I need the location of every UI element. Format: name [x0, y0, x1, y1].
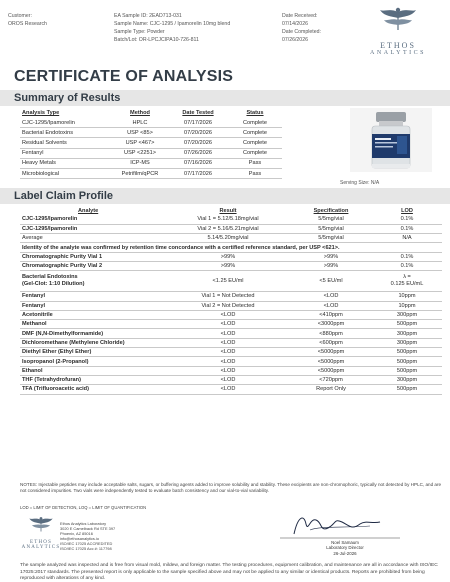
notes-text: NOTES: Injectable peptides may include acceptable salts, sugars, or buffering agents added to improve solubility and stability. These excipients are non-chromophoric, typically not detected by HPLC, and are not considered impurities. Two vials were independently tested to evaluate batch consistency and our vial-to-vial variability. — [20, 482, 442, 494]
label-claim-cell-analyte: Fentanyl — [20, 301, 166, 310]
footer-logo-ethos: ETHOS — [29, 540, 53, 545]
identity-note: Identity of the analyte was confirmed by retention time concordance with a certified reference standard, per USP <621>. — [20, 243, 442, 252]
address-line: ISO/IEC 17025 Acc #: 117798 — [60, 546, 112, 551]
signature-image — [280, 510, 400, 540]
label-col-header: Result — [219, 208, 237, 214]
summary-col-header: Analysis Type — [22, 110, 60, 116]
label-claim-cell-spec: 5/5mg/vial — [290, 215, 372, 224]
date-completed: 07/26/2026 — [282, 37, 308, 43]
label-claim-cell-analyte: TFA (Trifluoroacetic acid) — [20, 385, 166, 394]
ethos-logo-icon — [378, 6, 418, 34]
dates-block — [282, 12, 321, 44]
customer-value: OROS Research — [8, 21, 47, 27]
address-line: ISO/IEC 17025 ACCREDITED — [60, 541, 113, 546]
sample-name: Sample Name: CJC-1295 / Ipamorelin 10mg blend — [114, 21, 231, 27]
label-claim-cell-analyte: Average — [20, 234, 166, 243]
label-claim-cell-result: <LOD — [166, 329, 290, 338]
label-claim-cell-lod: 0.1% — [372, 224, 442, 233]
label-claim-cell-spec: <5000ppm — [290, 366, 372, 375]
date-received-label: Date Received: — [282, 13, 318, 19]
page-title: CERTIFICATE OF ANALYSIS — [14, 68, 234, 85]
summary-cell: Residual Solvents — [20, 138, 112, 148]
label-claim-cell-spec: >99% — [290, 261, 372, 270]
summary-cell: Heavy Metals — [20, 158, 112, 168]
summary-cell: Fentanyl — [20, 148, 112, 158]
sample-block — [114, 12, 230, 44]
summary-col-header: Status — [246, 110, 264, 116]
label-claim-cell-analyte: Ethanol — [20, 366, 166, 375]
label-claim-cell-analyte: Diethyl Ether (Ethyl Ether) — [20, 348, 166, 357]
label-claim-cell-analyte: Chromatographic Purity Vial 1 — [20, 252, 166, 261]
label-claim-cell-result: 5.14/5.20mg/vial — [166, 234, 290, 243]
identity-note-row — [20, 243, 442, 252]
customer-label: Customer: — [8, 13, 32, 19]
label-claim-cell-analyte: CJC-1295/Ipamorelin — [20, 215, 166, 224]
label-claim-cell-analyte: Chromatographic Purity Vial 2 — [20, 261, 166, 270]
summary-cell: Pass — [228, 168, 282, 178]
label-claim-cell-spec: <LOD — [290, 301, 372, 310]
serving-size: Serving Size: N/A — [340, 180, 380, 186]
summary-cell: 07/20/2026 — [168, 138, 228, 148]
label-claim-cell-lod: 500ppm — [372, 385, 442, 394]
summary-col-header: Method — [130, 110, 150, 116]
cell-line: λ = — [403, 274, 411, 281]
address-line: info@ethosanalytics.io — [60, 536, 99, 541]
label-claim-row — [20, 348, 442, 357]
summary-table — [20, 109, 282, 179]
label-claim-row — [20, 338, 442, 347]
label-claim-cell-result: Vial 1 = 5.12/5.18mg/vial — [166, 215, 290, 224]
label-claim-cell-result: Vial 1 = Not Detected — [166, 292, 290, 301]
label-claim-cell-result: <LOD — [166, 310, 290, 319]
label-claim-cell-lod: 500ppm — [372, 320, 442, 329]
label-claim-cell-spec: >99% — [290, 252, 372, 261]
label-claim-cell-lod: 500ppm — [372, 348, 442, 357]
summary-row — [20, 168, 282, 178]
summary-row — [20, 128, 282, 138]
label-claim-title: Label Claim Profile — [14, 190, 114, 202]
summary-row — [20, 158, 282, 168]
footer-logo — [16, 515, 66, 557]
summary-row — [20, 148, 282, 158]
label-claim-cell-spec: <5000ppm — [290, 357, 372, 366]
label-claim-cell-analyte — [20, 271, 166, 292]
summary-cell: USP <467> — [112, 138, 168, 148]
label-claim-cell-analyte: DMF (N,N-Dimethylformamide) — [20, 329, 166, 338]
label-claim-row — [20, 357, 442, 366]
label-claim-row — [20, 292, 442, 301]
ethos-logo-icon — [28, 515, 54, 535]
label-claim-cell-result: <LOD — [166, 357, 290, 366]
label-claim-header-row — [20, 207, 442, 215]
label-claim-cell-spec: <600ppm — [290, 338, 372, 347]
label-claim-cell-result: <LOD — [166, 375, 290, 384]
summary-cell: 07/26/2026 — [168, 148, 228, 158]
label-claim-cell-lod: 300ppm — [372, 338, 442, 347]
label-claim-cell-result: <LOD — [166, 338, 290, 347]
summary-cell: HPLC — [112, 118, 168, 128]
summary-cell: Bacterial Endotoxins — [20, 128, 112, 138]
cell-line: Bacterial Endotoxins — [22, 274, 78, 281]
label-claim-row — [20, 252, 442, 261]
summary-cell: Complete — [228, 148, 282, 158]
cell-line: 0.125 EU/mL — [390, 281, 424, 288]
label-claim-cell-spec: <5000ppm — [290, 348, 372, 357]
label-claim-row — [20, 366, 442, 375]
footer-logo-analytics: ANALYTICS — [21, 545, 61, 550]
label-claim-cell-spec: Report Only — [290, 385, 372, 394]
label-claim-cell-result: <LOD — [166, 348, 290, 357]
label-claim-cell-lod: N/A — [372, 234, 442, 243]
label-claim-table — [20, 207, 442, 395]
batch-lot: Batch/Lot: OR-LPCJCIPA10-726-811 — [114, 37, 199, 43]
summary-cell: 07/17/2026 — [168, 118, 228, 128]
label-claim-row — [20, 271, 442, 292]
summary-title: Summary of Results — [14, 92, 121, 104]
cell-line: (Gel-Clot: 1:10 Dilution) — [22, 281, 85, 288]
label-claim-row — [20, 320, 442, 329]
label-claim-cell-analyte: THF (Tetrahydrofuran) — [20, 375, 166, 384]
label-claim-cell-analyte: Methanol — [20, 320, 166, 329]
label-claim-cell-analyte: Dichloromethane (Methylene Chloride) — [20, 338, 166, 347]
label-claim-cell-result: <LOD — [166, 320, 290, 329]
label-col-header: Specification — [313, 208, 349, 214]
lod-legend: LOD = LIMIT OF DETECTION, LOQ = LIMIT OF QUANTIFICATION — [20, 505, 147, 510]
summary-cell: Complete — [228, 138, 282, 148]
label-col-header: Analyte — [78, 208, 99, 214]
disclaimer-text: The sample analyzed was inspected and is free from visual mold, mildew, and foreign matter. The testing procedures, equipment calibration, and maintenance are all in accordance with ISO/IEC 17025:2017 standards. The presented report is only applicable to the sample specified above and may not be applied to any similar or identical products. Reports are prohibited from being reproduced with alterations of any kind. — [20, 563, 438, 582]
label-claim-cell-lod: 500ppm — [372, 366, 442, 375]
summary-cell: 07/17/2026 — [168, 168, 228, 178]
label-claim-row — [20, 261, 442, 270]
summary-row — [20, 138, 282, 148]
label-claim-cell-result: >99% — [166, 252, 290, 261]
label-claim-cell-result: >99% — [166, 261, 290, 270]
customer-block — [8, 12, 47, 28]
address-line: 3020 E Camelback Rd STE 397 — [60, 526, 116, 531]
label-claim-cell-spec: <3000ppm — [290, 320, 372, 329]
signer-title: Laboratory Director — [326, 545, 364, 551]
label-claim-cell-result: <LOD — [166, 385, 290, 394]
summary-cell: CJC-1295/Ipamorelin — [20, 118, 112, 128]
date-completed-label: Date Completed: — [282, 29, 321, 35]
logo-text-analytics: ANALYTICS — [370, 50, 426, 56]
summary-cell: Petrifilm/qPCR — [112, 168, 168, 178]
label-claim-cell-lod: 10ppm — [372, 301, 442, 310]
summary-cell: Complete — [228, 118, 282, 128]
label-claim-cell-analyte: Isopropanol (2-Propanol) — [20, 357, 166, 366]
signer-block — [290, 540, 400, 556]
date-received: 07/14/2026 — [282, 21, 308, 27]
label-claim-cell-spec: <880ppm — [290, 329, 372, 338]
label-claim-row — [20, 234, 442, 243]
label-claim-cell-result: <LOD — [166, 366, 290, 375]
report-header — [0, 0, 450, 62]
label-claim-cell-spec: <410ppm — [290, 310, 372, 319]
ethos-logo — [352, 6, 444, 58]
summary-cell: 07/16/2026 — [168, 158, 228, 168]
summary-col-header: Date Tested — [182, 110, 214, 116]
sample-type: Sample Type: Powder — [114, 29, 165, 35]
label-claim-cell-lod: 0.1% — [372, 215, 442, 224]
summary-cell: 07/20/2026 — [168, 128, 228, 138]
summary-cell: USP <2251> — [112, 148, 168, 158]
address-line: Ethos Analytics Laboratory — [60, 521, 107, 526]
logo-text-ethos: ETHOS — [380, 41, 416, 50]
label-col-header: LOD — [401, 208, 413, 214]
label-claim-cell-spec: <LOD — [290, 292, 372, 301]
label-claim-cell-result: Vial 2 = 5.16/5.21mg/vial — [166, 224, 290, 233]
label-claim-cell-lod: 300ppm — [372, 329, 442, 338]
label-claim-cell-analyte: Fentanyl — [20, 292, 166, 301]
label-claim-cell-spec: 5/5mg/vial — [290, 234, 372, 243]
label-claim-cell-lod: 300ppm — [372, 310, 442, 319]
label-claim-row — [20, 310, 442, 319]
summary-header-row — [20, 109, 282, 118]
label-claim-cell-lod: 300ppm — [372, 375, 442, 384]
label-claim-row — [20, 375, 442, 384]
label-claim-cell-analyte: Acetonitrile — [20, 310, 166, 319]
label-claim-row — [20, 329, 442, 338]
summary-cell: ICP-MS — [112, 158, 168, 168]
label-claim-row — [20, 215, 442, 224]
label-claim-row — [20, 385, 442, 394]
summary-cell: Microbiological — [20, 168, 112, 178]
label-claim-row — [20, 301, 442, 310]
label-claim-cell-lod — [372, 271, 442, 292]
signer-name: Noel Samaum — [331, 540, 359, 545]
sample-id: EA Sample ID: 2EAD713-031 — [114, 13, 182, 19]
lab-address — [60, 521, 115, 551]
summary-cell: USP <85> — [112, 128, 168, 138]
signer-date: 26-Jul-2026 — [333, 550, 357, 556]
label-claim-cell-analyte: CJC-1295/Ipamorelin — [20, 224, 166, 233]
label-claim-cell-lod: 500ppm — [372, 357, 442, 366]
summary-row — [20, 118, 282, 128]
address-line: Phoenix, AZ 85016 — [60, 531, 93, 536]
label-claim-cell-lod: 0.1% — [372, 261, 442, 270]
label-claim-cell-result: <1.25 EU/ml — [166, 271, 290, 292]
label-claim-row — [20, 224, 442, 233]
label-claim-cell-lod: 0.1% — [372, 252, 442, 261]
label-claim-cell-result: Vial 2 = Not Detected — [166, 301, 290, 310]
label-claim-cell-spec: <5 EU/ml — [290, 271, 372, 292]
summary-cell: Complete — [228, 128, 282, 138]
summary-cell: Pass — [228, 158, 282, 168]
label-claim-cell-spec: <720ppm — [290, 375, 372, 384]
vial-image — [350, 108, 432, 172]
label-claim-cell-lod: 10ppm — [372, 292, 442, 301]
label-claim-cell-spec: 5/5mg/vial — [290, 224, 372, 233]
